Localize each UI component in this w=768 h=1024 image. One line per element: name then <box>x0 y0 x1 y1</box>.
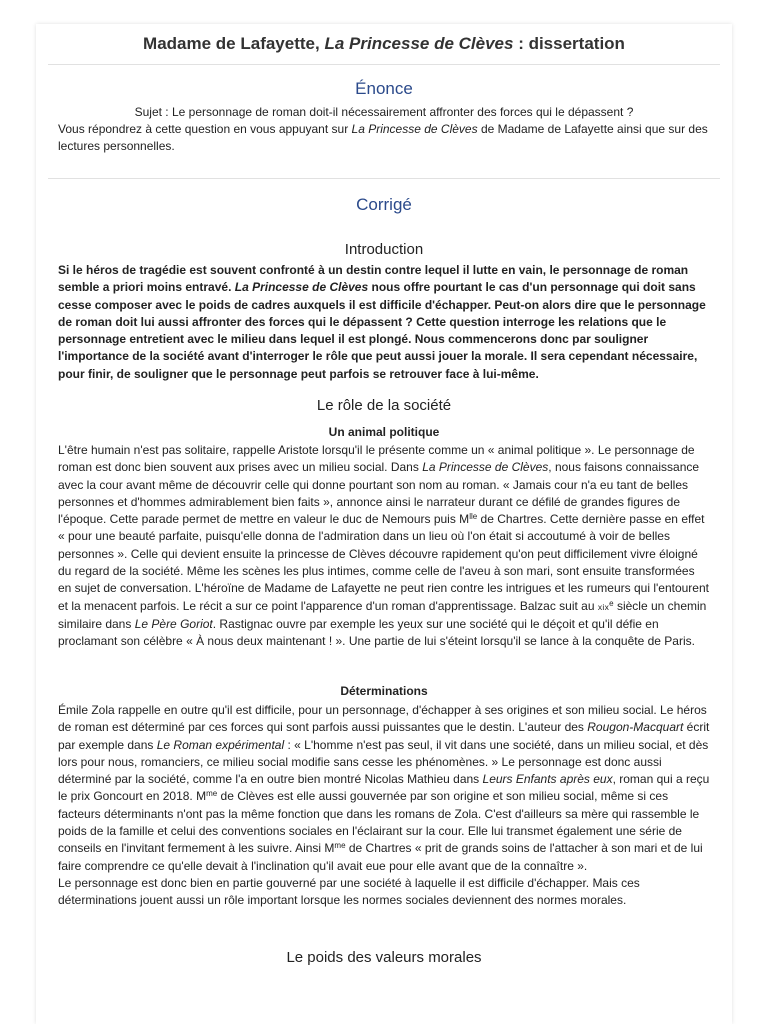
document-title <box>36 34 732 54</box>
part1-sub2-heading: Déterminations <box>340 684 428 698</box>
enonce-heading: Énonce <box>355 79 413 98</box>
introduction-paragraph: Si le héros de tragédie est souvent confronté à un destin contre lequel il lutte en vain, le personnage de roman semble a priori moins entravé. La Princesse de Clèves nous offre pourtant le cas d'un personnage qui doit sans cesse composer avec le poids de cadres auxquels il est difficile d'échapper. Peut-on alors dire que le personnage de roman doit lui aussi affronter des forces qui le dépassent ? Cette question interroge les relations que le personnage entretient avec le milieu dans lequel il est plongé. Nous commencerons donc par souligner l'importance de la société avant d'interroger le rôle que peut aussi jouer la morale. Il sera cependant nécessaire, pour finir, de souligner que le personnage peut parfois se retrouver face à lui-même. <box>58 263 706 381</box>
introduction-heading: Introduction <box>344 241 424 258</box>
part1-heading: Le rôle de la société <box>316 397 452 414</box>
title-suffix: : dissertation <box>513 34 625 53</box>
part1-sub1-heading: Un animal politique <box>328 425 440 439</box>
enonce-subject: Sujet : Le personnage de roman doit-il nécessairement affronter des forces qui le dépassent ? <box>134 105 634 119</box>
part1-sub1-paragraph: L'être humain n'est pas solitaire, rappelle Aristote lorsqu'il le présente comme un « animal politique ». Le personnage de roman est donc bien souvent aux prises avec un milieu social. Dans La Princesse de Clèves, nous faisons connaissance avec la cour avant même de découvrir celle qui donne pourtant son nom au roman. « Jamais cour n'a eu tant de belles personnes et d'hommes admirablement bien faits », annonce ainsi le narrateur durant ce défilé de grandes figures de l'époque. Cette parade permet de mettre en valeur le duc de Nemours puis $M^{lle}$ de Chartres. Cette dernière passe en effet « pour une beauté parfaite, puisqu'elle donna de l'admiration dans un lieu où l'on était si accoutumé à voir de belles personnes ». Celle qui devient ensuite la princesse de Clèves découvre rapidement qu'on peut difficilement vivre éloigné du regard de la société. Même les scènes les plus intimes, comme celle de l'aveu à son mari, sont ensuite transformées en sujet de conversation. L'héroïne de Madame de Lafayette ne peut rien contre les intrigues et les rumeurs qui l'entourent et la menacent parfois. Le récit a sur ce point l'apparence d'un roman d'apprentissage. Balzac suit au xix$^e$ siècle un chemin similaire dans Le Père Goriot. Rastignac ouvre par exemple les yeux sur une société qui le déçoit et qu'il défie en proclamant son célèbre « À nous deux maintenant ! ». Une partie de lui s'éteint lorsqu'il se lance à la conquête de Paris. <box>58 443 709 649</box>
divider <box>48 178 720 179</box>
enonce-instructions: Vous répondrez à cette question en vous appuyant sur La Princesse de Clèves de Madame de Lafayette ainsi que sur des lectures personnelles. <box>58 122 708 154</box>
divider <box>48 64 720 65</box>
part1-sub2-paragraph: Émile Zola rappelle en outre qu'il est difficile, pour un personnage, d'échapper à ses origines et son milieu social. Le héros de roman est déterminé par ces forces qui sont parfois aussi puissantes que le destin. L'auteur des Rougon-Macquart écrit par exemple dans Le Roman expérimental : « L'homme n'est pas seul, il vit dans une société, dans un milieu social, et dès lors pour nous, romanciers, ce milieu social modifie sans cesse les phénomènes. » Le personnage est donc aussi déterminé par la société, comme l'a en outre bien montré Nicolas Mathieu dans Leurs Enfants après eux, roman qui a reçu le prix Goncourt en 2018. $M^{me}$ de Clèves est elle aussi gouvernée par son origine et son milieu social, même si ces facteurs déterminants n'ont pas la même fonction que dans les romans de Zola. C'est d'ailleurs sa mère qui rassemble le poids de la famille et celui des conventions sociales en l'éclairant sur la cour. Elle lui transmet également une série de conseils en l'invitant fermement à les suivre. Ainsi $M^{me}$ de Chartres « prit de grands soins de l'attacher à son mari et de lui faire comprendre ce qu'elle devait à l'inclination qu'il avait eue pour elle avant que de la connaître ». Le personnage est donc bien en partie gouverné par une société à laquelle il est difficile d'échapper. Mais ces déterminations jouent aussi un rôle important lorsque les normes sociales deviennent des normes morales. <box>58 703 710 908</box>
title-prefix: Madame de Lafayette, <box>143 34 325 53</box>
title-work: La Princesse de Clèves <box>324 34 514 53</box>
corrige-heading: Corrigé <box>356 195 412 214</box>
document-page <box>36 24 732 1024</box>
part2-heading: Le poids des valeurs morales <box>286 949 482 966</box>
